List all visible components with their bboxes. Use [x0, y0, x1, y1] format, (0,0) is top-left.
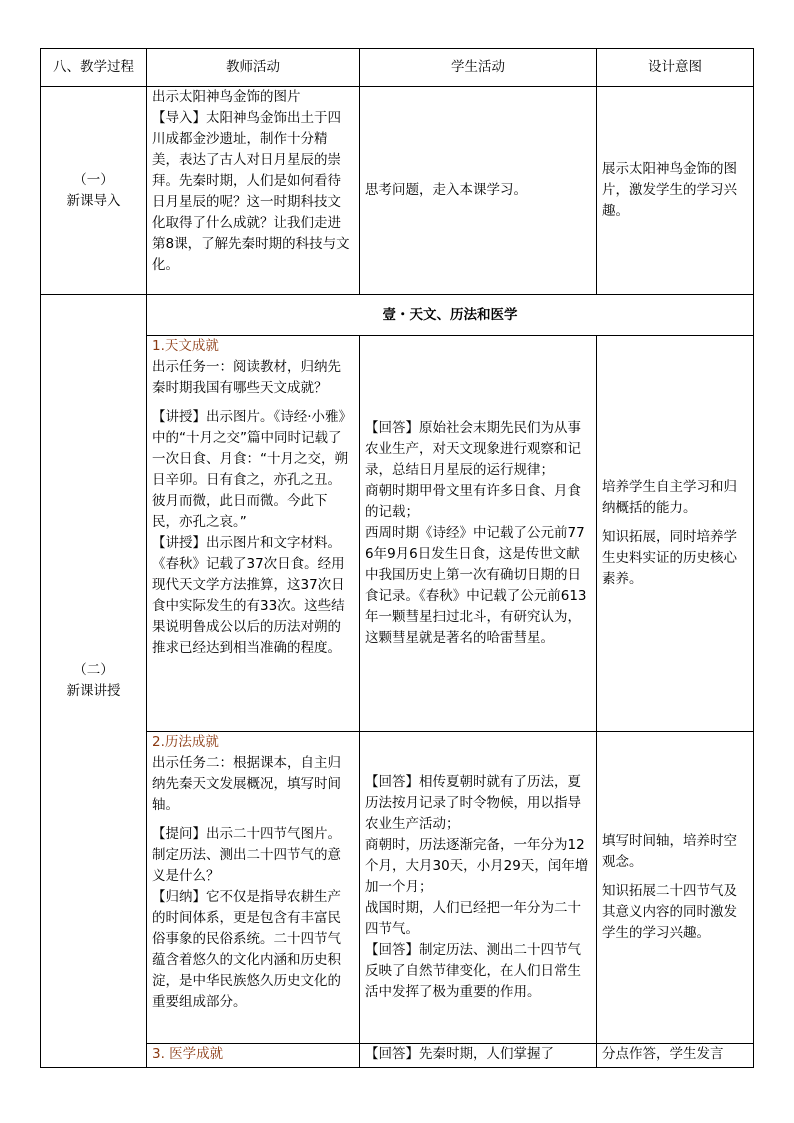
astronomy-intent: [597, 336, 754, 732]
calendar-student-line: 战国时期，人们已经把一年分为二十四节气。: [365, 900, 581, 937]
phase1-teacher: [147, 87, 360, 295]
medicine-intent-text: 分点作答，学生发言: [602, 1046, 724, 1062]
phase1-label: [41, 87, 147, 295]
astronomy-student: [360, 336, 597, 732]
calendar-row: [41, 732, 754, 1044]
phase1-student-text: 思考问题，走入本课学习。: [365, 182, 527, 198]
header-design-intent: 设计意图: [597, 49, 754, 87]
calendar-teacher-line: 【提问】出示二十四节气图片。制定历法、测出二十四节气的意义是什么？: [152, 826, 341, 884]
astronomy-student-line: 【回答】原始社会末期先民们为从事农业生产，对天文现象进行观察和记录，总结日月星辰的运行规律；: [365, 420, 581, 478]
phase1-label-name: 新课导入: [66, 192, 121, 209]
astronomy-student-line: 西周时期《诗经》中记载了公元前776年9月6日发生日食，这是传世文献中我国历史上第一次有确切日期的日食记录。《春秋》中记载了公元前613年一颗彗星扫过北斗，有研究认为，这颗彗星就是著名的哈雷彗星。: [365, 525, 587, 646]
phase1-teacher-line: 出示太阳神鸟金饰的图片: [152, 89, 301, 105]
astronomy-teacher-line: 【讲授】出示图片。《诗经·小雅》中的“十月之交”篇中同时记载了一次日食、月食：“十月之交，朔日辛卯。日有食之，亦孔之丑。彼月而微，此日而微。今此下民，亦孔之哀。”: [152, 409, 353, 530]
teaching-process-table: [40, 48, 754, 1068]
medicine-teacher: [147, 1044, 360, 1068]
calendar-title: 2.历法成就: [152, 734, 219, 750]
phase2-subtitle-row: [41, 295, 754, 336]
calendar-student-line: 【回答】制定历法、测出二十四节气反映了自然节律变化，在人们日常生活中发挥了极为重要的作用。: [365, 942, 581, 1000]
calendar-intent: [597, 732, 754, 1044]
medicine-intent: [597, 1044, 754, 1068]
astronomy-teacher-line: 出示任务一：阅读教材，归纳先秦时期我国有哪些天文成就？: [152, 359, 341, 396]
section-subtitle: 壹・天文、历法和医学: [147, 295, 754, 336]
calendar-student: [360, 732, 597, 1044]
medicine-student: [360, 1044, 597, 1068]
phase2-label: [41, 295, 147, 1068]
phase1-student: [360, 87, 597, 295]
astronomy-student-line: 商朝时期甲骨文里有许多日食、月食的记载；: [365, 483, 581, 520]
calendar-teacher-line: 【归纳】它不仅是指导农耕生产的时间体系，更是包含有丰富民俗事象的民俗系统。二十四节气蕴含着悠久的文化内涵和历史积淀，是中华民族悠久历史文化的重要组成部分。: [152, 889, 341, 1010]
calendar-teacher-line: 出示任务二：根据课本，自主归纳先秦天文发展概况，填写时间轴。: [152, 755, 341, 813]
phase1-teacher-line: 【导入】太阳神鸟金饰出土于四川成都金沙遗址，制作十分精美，表达了古人对日月星辰的崇拜。先秦时期，人们是如何看待日月星辰的呢？这一时期科技文化取得了什么成就？让我们走进第8课，了解先秦时期的科技与文化。: [152, 110, 350, 273]
astronomy-intent-line: 知识拓展，同时培养学生史料实证的历史核心素养。: [602, 529, 737, 587]
phase1-intent: [597, 87, 754, 295]
phase2-label-name: 新课讲授: [66, 683, 121, 699]
calendar-intent-line: 知识拓展二十四节气及其意义内容的同时激发学生的学习兴趣。: [602, 883, 737, 941]
calendar-student-line: 【回答】相传夏朝时就有了历法，夏历法按月记录了时令物候，用以指导农业生产活动；: [365, 774, 581, 832]
astronomy-intent-line: 培养学生自主学习和归纳概括的能力。: [602, 479, 737, 516]
header-row: [41, 49, 754, 87]
phase1-row: [41, 87, 754, 295]
astronomy-title: 1.天文成就: [152, 338, 219, 354]
phase1-label-number: （一）: [73, 171, 114, 188]
header-student-activity: 学生活动: [360, 49, 597, 87]
phase1-intent-text: 展示太阳神鸟金饰的图片，激发学生的学习兴趣。: [602, 161, 737, 219]
calendar-intent-line: 填写时间轴，培养时空观念。: [602, 833, 737, 870]
header-process: 八、教学过程: [41, 49, 147, 87]
astronomy-teacher: [147, 336, 360, 732]
medicine-student-text: 【回答】先秦时期，人们掌握了: [365, 1046, 554, 1062]
astronomy-teacher-line: 【讲授】出示图片和文字材料。《春秋》记载了37次日食。经用现代天文学方法推算，这37次日食中实际发生的有33次。这些结果说明鲁成公以后的历法对朔的推求已经达到相当准确的程度。: [152, 535, 345, 656]
astronomy-row: [41, 336, 754, 732]
calendar-student-line: 商朝时，历法逐渐完备，一年分为12个月，大月30天，小月29天，闰年增加一个月；: [365, 837, 589, 895]
calendar-teacher: [147, 732, 360, 1044]
header-teacher-activity: 教师活动: [147, 49, 360, 87]
medicine-title: 3. 医学成就: [152, 1046, 224, 1062]
phase2-label-number: （二）: [73, 662, 114, 678]
medicine-row: [41, 1044, 754, 1068]
